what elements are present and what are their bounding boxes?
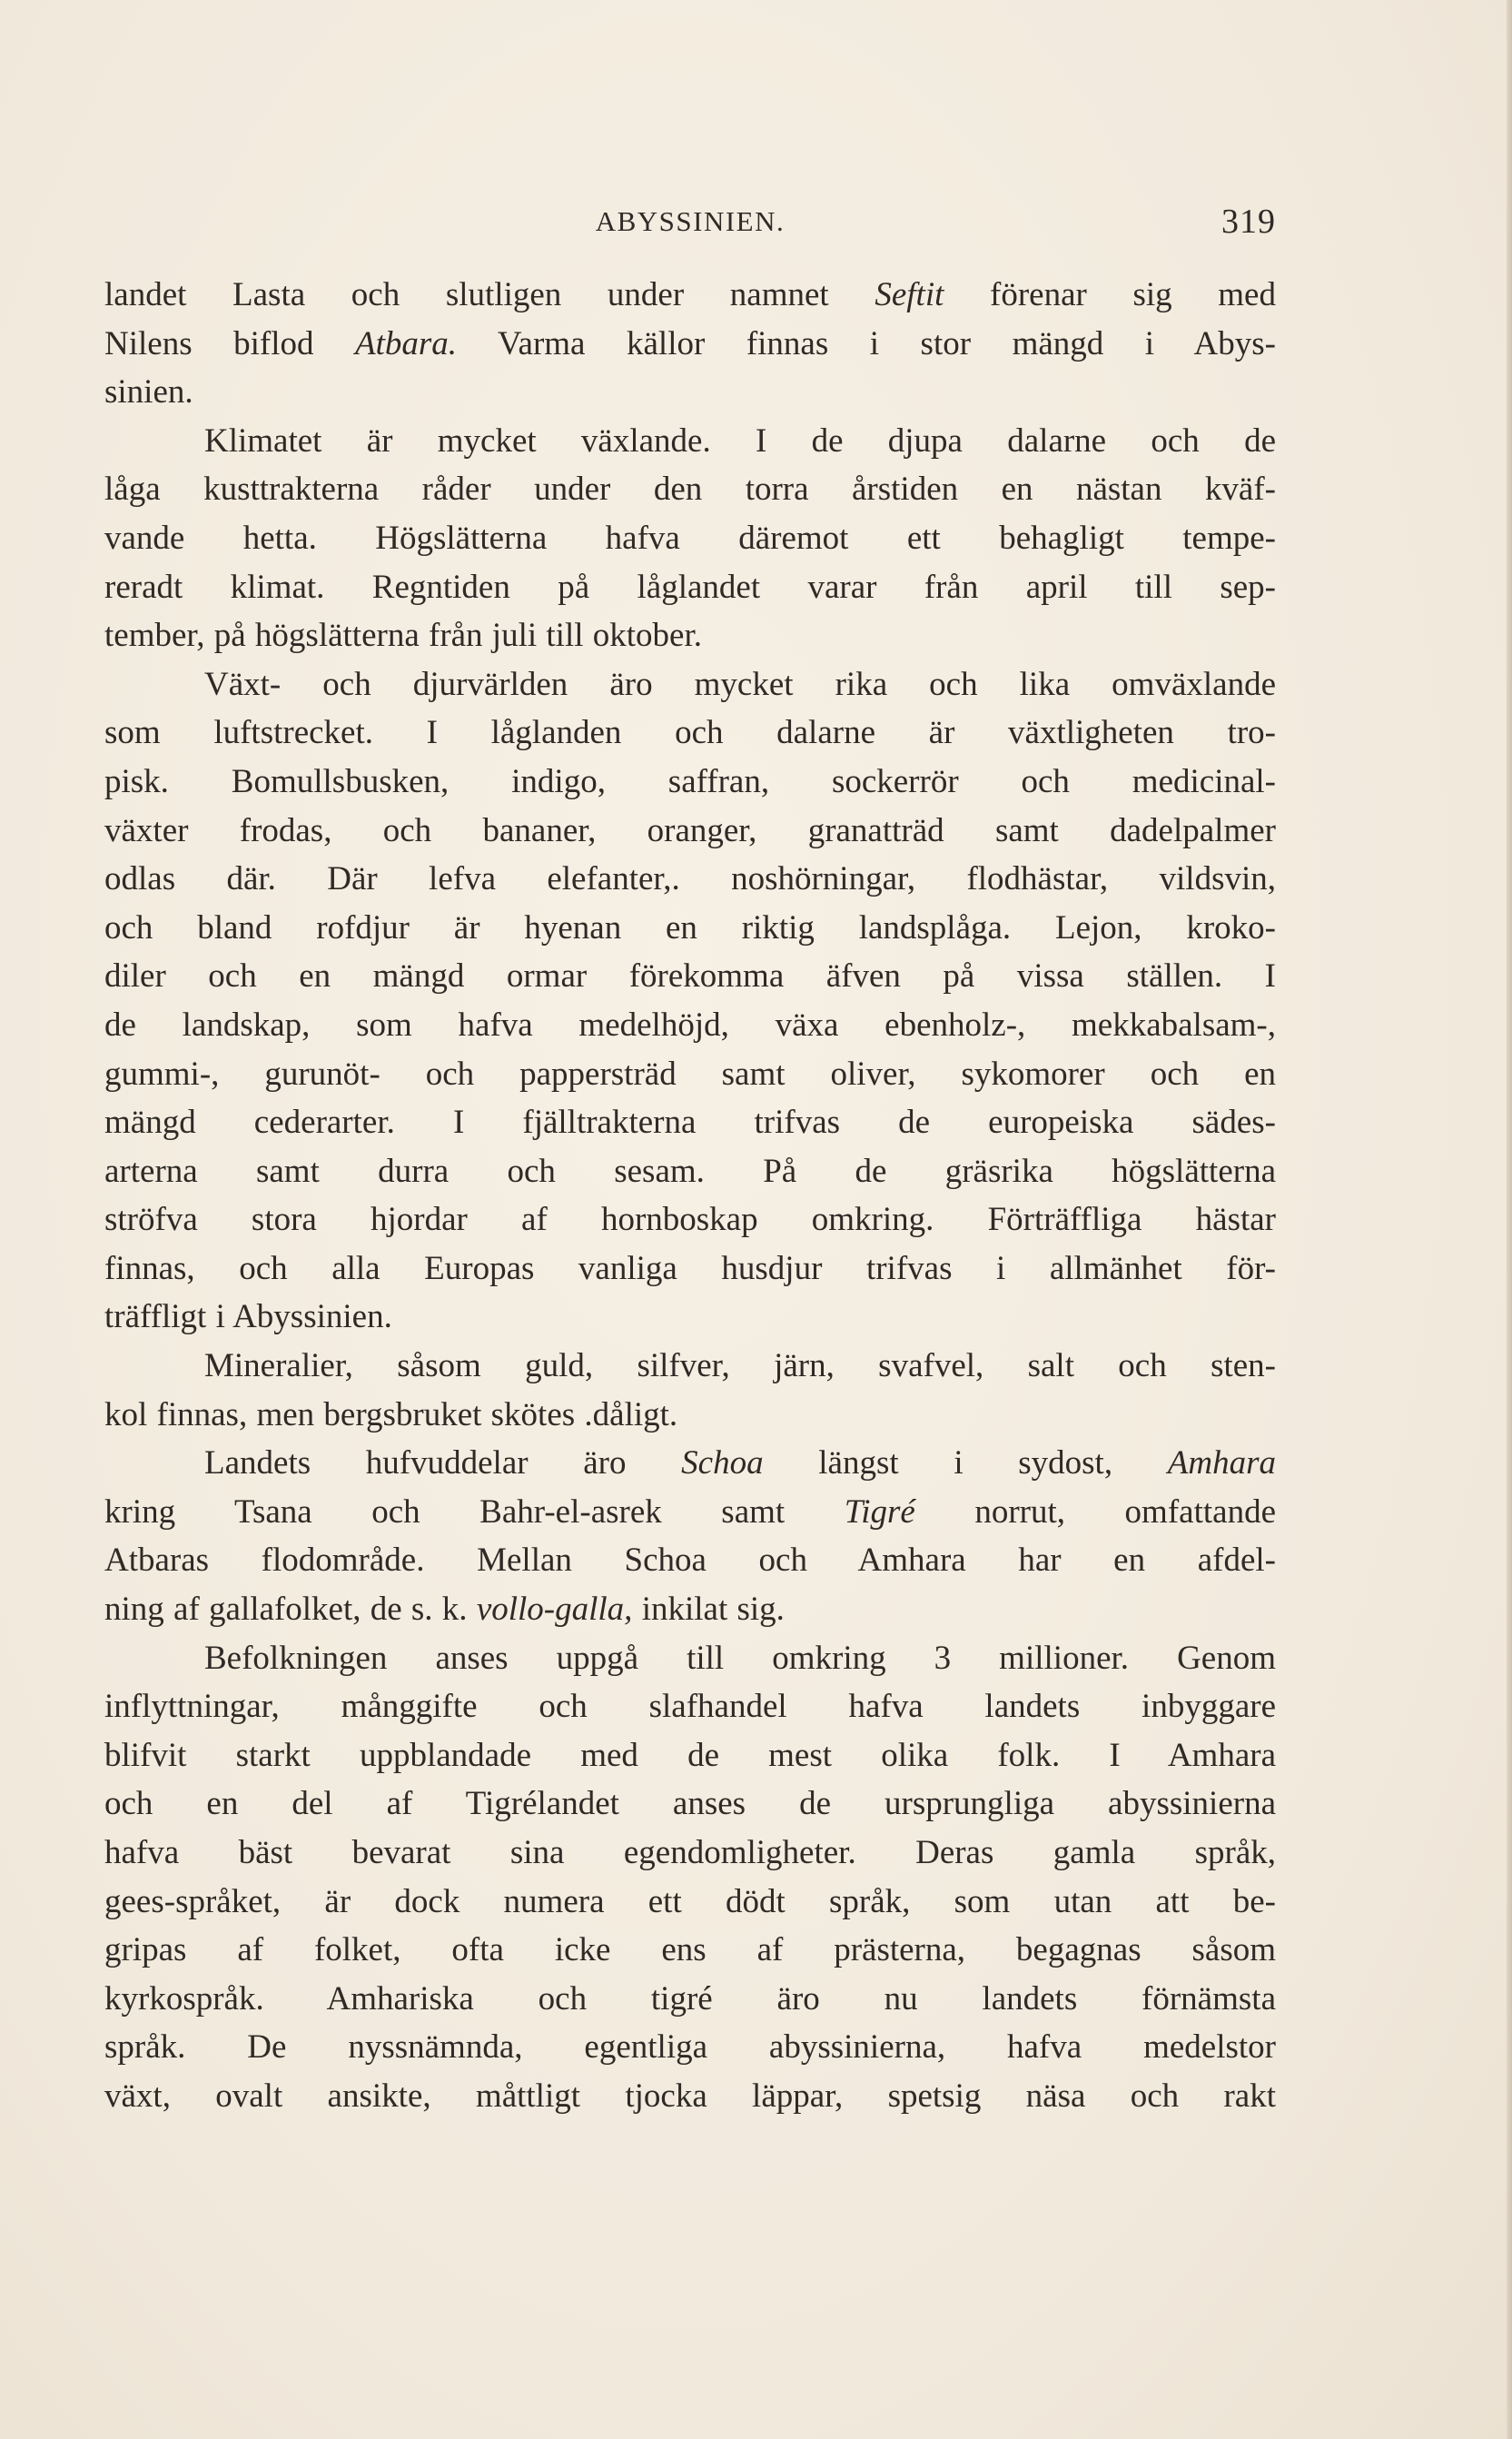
running-head: ABYSSINIEN. <box>595 205 786 237</box>
line-text: Klimatet är mycket växlande. I de djupa dalarne och de <box>204 421 1276 460</box>
page-edge <box>1507 0 1512 2439</box>
line-text: odlas där. Där lefva elefanter,. noshörningar, flodhästar, vildsvin, <box>104 860 1276 898</box>
line-text: reradt klimat. Regntiden på låglandet varar från april till sep- <box>104 568 1276 606</box>
line-text: träffligt i Abyssinien. <box>104 1298 392 1336</box>
text-line <box>104 1488 1276 1537</box>
text-line <box>104 514 1276 563</box>
text-line <box>104 1244 1276 1294</box>
text-line <box>104 1682 1276 1731</box>
italic-term: Tigré <box>844 1492 915 1531</box>
text-line <box>104 611 1276 660</box>
line-text: Befolkningen anses uppgå till omkring 3 millioner. Genom <box>204 1639 1276 1677</box>
text-line <box>104 1195 1276 1244</box>
line-text: Nilens biflod <box>104 324 356 362</box>
italic-term: Seftit <box>875 276 944 313</box>
text-line <box>104 807 1276 856</box>
text-line <box>104 2023 1276 2072</box>
line-text: vande hetta. Högslätterna hafva däremot ett behagligt tempe- <box>104 519 1276 557</box>
line-text: växt, ovalt ansikte, måttligt tjocka läppar, spetsig näsa och rakt <box>104 2077 1276 2115</box>
line-text: finnas, och alla Europas vanliga husdjur trifvas i allmänhet för- <box>104 1249 1276 1287</box>
line-text: kyrkospråk. Amhariska och tigré äro nu landets förnämsta <box>104 1979 1276 2018</box>
line-text: landet Lasta och slutligen under namnet <box>104 276 875 313</box>
line-text: kol finnas, men bergsbruket skötes .dåligt. <box>104 1395 678 1433</box>
text-line <box>104 1829 1276 1878</box>
line-text: blifvit starkt uppblandade med de mest olika folk. I Amhara <box>104 1736 1276 1774</box>
line-text: arterna samt durra och sesam. På de gräsrika högslätterna <box>104 1152 1276 1190</box>
line-text: gripas af folket, ofta icke ens af prästerna, begagnas såsom <box>104 1931 1276 1969</box>
line-text: diler och en mängd ormar förekomma äfven på vissa ställen. I <box>104 957 1276 996</box>
text-line <box>104 1342 1276 1391</box>
text-line <box>104 855 1276 904</box>
line-text: Atbaras flodområde. Mellan Schoa och Amhara har en afdel- <box>104 1542 1276 1580</box>
text-line <box>104 758 1276 807</box>
text-line <box>104 1098 1276 1147</box>
text-line <box>104 2072 1276 2121</box>
text-line <box>104 709 1276 758</box>
line-text: gummi-, gurunöt- och pappersträd samt oliver, sykomorer och en <box>104 1055 1276 1093</box>
line-text: Varma källor finnas i stor mängd i Abys- <box>457 324 1276 362</box>
body-text <box>104 271 1276 2121</box>
text-line <box>104 1536 1276 1585</box>
text-line <box>104 1926 1276 1975</box>
text-line <box>104 660 1276 709</box>
text-line <box>104 1731 1276 1780</box>
page-header <box>104 202 1276 247</box>
text-line <box>104 1147 1276 1196</box>
text-line <box>104 563 1276 612</box>
italic-term: Schoa <box>681 1444 764 1482</box>
text-line <box>104 368 1276 417</box>
line-text: låga kusttrakterna råder under den torra årstiden en nästan kväf- <box>104 471 1276 509</box>
line-text: Växt- och djurvärlden äro mycket rika och lika omväxlande <box>204 665 1276 703</box>
line-text: tember, på högslätterna från juli till oktober. <box>104 617 702 655</box>
line-text: Landets hufvuddelar äro <box>204 1444 682 1482</box>
text-line <box>104 1780 1276 1829</box>
text-line <box>104 1439 1276 1488</box>
line-text: språk. De nyssnämnda, egentliga abyssinierna, hafva medelstor <box>104 2028 1276 2067</box>
line-text: Mineralier, såsom guld, silfver, järn, svafvel, salt och sten- <box>204 1347 1276 1385</box>
text-line <box>104 904 1276 953</box>
line-text: ströfva stora hjordar af hornboskap omkring. Förträffliga hästar <box>104 1201 1276 1239</box>
line-text: som luftstrecket. I låglanden och dalarne är växtligheten tro- <box>104 714 1276 752</box>
line-text: inflyttningar, månggifte och slafhandel hafva landets inbyggare <box>104 1688 1276 1726</box>
text-line <box>104 1975 1276 2024</box>
text-line <box>104 952 1276 1001</box>
text-line <box>104 1585 1276 1634</box>
line-text: pisk. Bomullsbusken, indigo, saffran, sockerrör och medicinal- <box>104 762 1276 800</box>
italic-term: Amhara <box>1167 1444 1276 1482</box>
text-line <box>104 1001 1276 1050</box>
text-line <box>104 1050 1276 1099</box>
text-line <box>104 271 1276 320</box>
line-text: norrut, omfattande <box>914 1492 1276 1531</box>
text-line <box>104 1293 1276 1342</box>
line-text: hafva bäst bevarat sina egendomligheter. Deras gamla språk, <box>104 1834 1276 1871</box>
line-text: förenar sig med <box>944 276 1276 313</box>
line-text: växter frodas, och bananer, oranger, granatträd samt dadelpalmer <box>104 811 1276 849</box>
line-text: och en del af Tigrélandet anses de ursprungliga abyssinierna <box>104 1785 1276 1823</box>
italic-term: Atbara. <box>355 324 458 362</box>
line-text: mängd cederarter. I fjälltrakterna trifvas de europeiska sädes- <box>104 1104 1276 1142</box>
line-text: inkilat sig. <box>632 1591 785 1629</box>
line-text: och bland rofdjur är hyenan en riktig landsplåga. Lejon, kroko- <box>104 908 1276 947</box>
italic-term: vollo-galla, <box>476 1591 633 1629</box>
text-line <box>104 417 1276 466</box>
line-text: gees-språket, är dock numera ett dödt språk, som utan att be- <box>104 1882 1276 1920</box>
text-line <box>104 1391 1276 1440</box>
page-number: 319 <box>1221 203 1276 241</box>
text-line <box>104 465 1276 514</box>
text-line <box>104 320 1276 369</box>
line-text: de landskap, som hafva medelhöjd, växa ebenholz-, mekkabalsam-, <box>104 1006 1276 1044</box>
text-line <box>104 1878 1276 1927</box>
line-text: ning af gallafolket, de s. k. <box>104 1591 477 1629</box>
line-text: kring Tsana och Bahr-el-asrek samt <box>104 1492 845 1531</box>
line-text: längst i sydost, <box>763 1444 1168 1482</box>
line-text: sinien. <box>104 373 193 411</box>
text-line <box>104 1634 1276 1683</box>
